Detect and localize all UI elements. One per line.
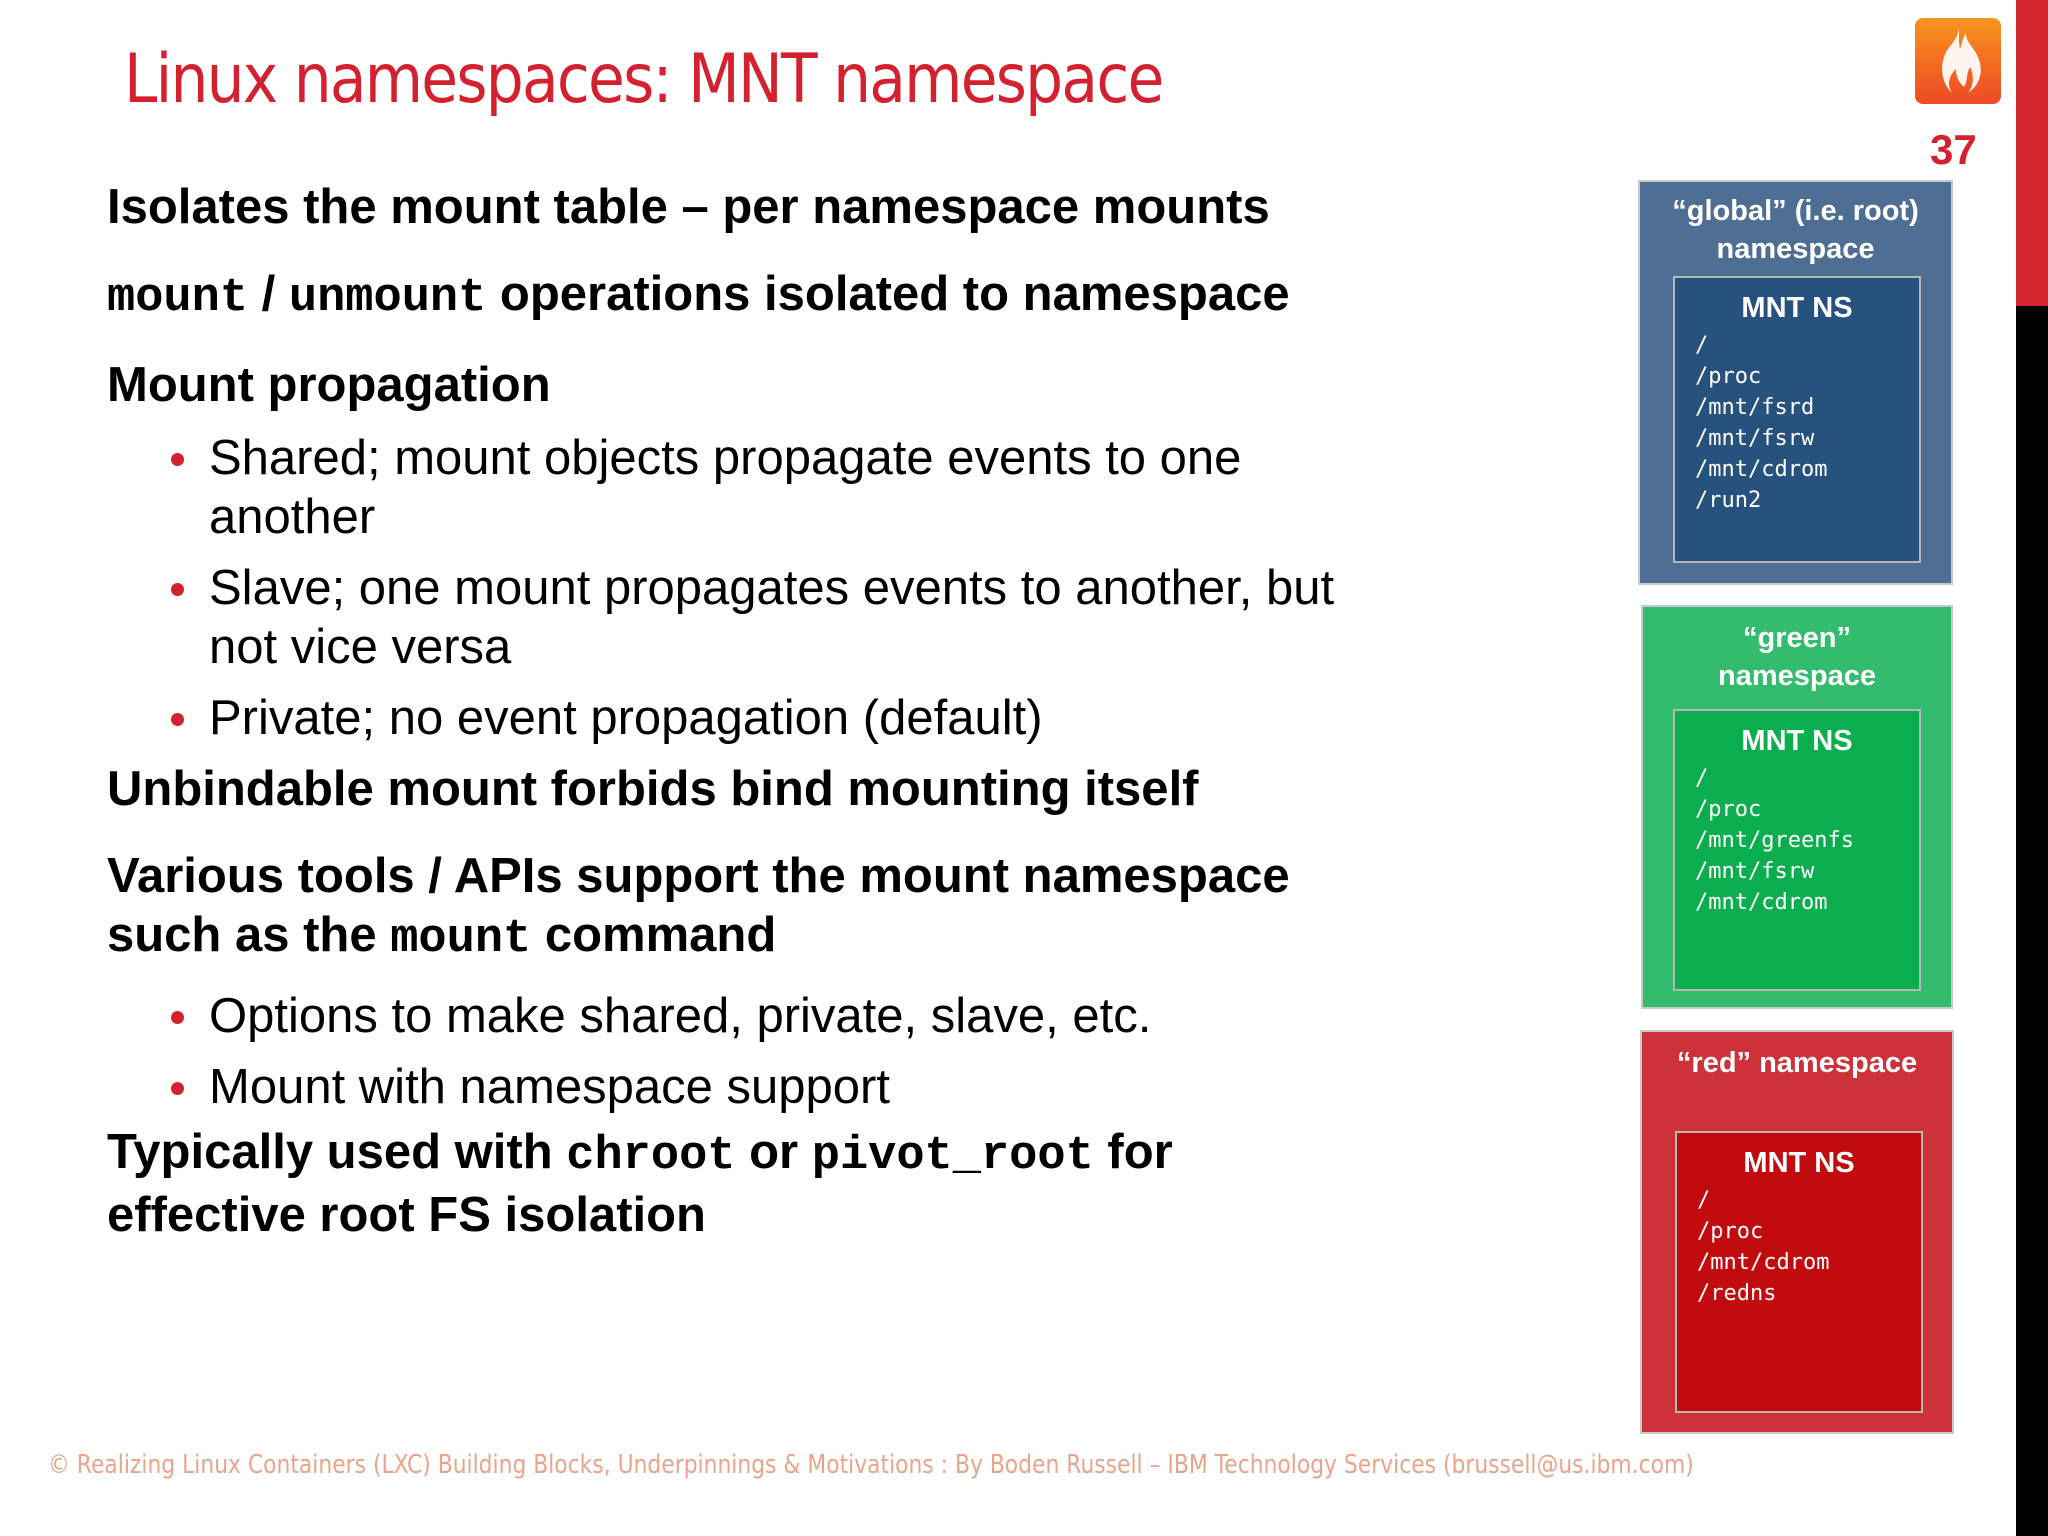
point-text: or <box>735 1125 812 1179</box>
bullet-dot-icon <box>171 713 184 726</box>
separator-text: / <box>248 267 289 321</box>
code-chroot: chroot <box>566 1130 736 1183</box>
namespace-label: “global” (i.e. root) namespace <box>1672 195 1919 265</box>
slide-body <box>107 178 1347 1273</box>
red-namespace-box <box>1640 1030 1954 1434</box>
mount-path: /mnt/cdrom <box>1695 890 1828 915</box>
mnt-ns-title: MNT NS <box>1743 1147 1855 1179</box>
mount-list <box>1697 1185 1921 1309</box>
mount-path: /mnt/fsrw <box>1695 859 1815 884</box>
flame-logo <box>1915 18 2001 104</box>
mnt-ns-box <box>1673 709 1921 991</box>
bullet-ns-support <box>209 1058 1347 1117</box>
bullet-dot-icon <box>171 583 184 596</box>
point-text: Various tools / APIs support the mount namespace such as the <box>107 849 1290 962</box>
mnt-ns-box <box>1673 276 1921 563</box>
mount-path: /redns <box>1697 1281 1777 1306</box>
mnt-ns-title: MNT NS <box>1741 725 1853 757</box>
bullet-shared <box>209 429 1347 547</box>
point-tools <box>107 847 1347 969</box>
bullet-dot-icon <box>171 1011 184 1024</box>
mount-path: /mnt/cdrom <box>1695 457 1828 482</box>
footer-copyright: © Realizing Linux Containers (LXC) Building Blocks, Underpinnings & Motivations : By Boden Russell – IBM Technology Services (brussell@us.ibm.com) <box>48 1450 1694 1480</box>
bullet-text: Options to make shared, private, slave, etc. <box>209 989 1152 1043</box>
bullet-slave <box>209 559 1347 677</box>
code-mount: mount <box>107 272 249 325</box>
mount-list <box>1695 330 1919 516</box>
point-text: for effective root FS isolation <box>107 1125 1173 1242</box>
bullet-text: Slave; one mount propagates events to another, but not vice versa <box>209 561 1335 674</box>
namespace-label: “red” namespace <box>1676 1047 1918 1079</box>
mount-list <box>1695 763 1919 918</box>
point-text: Typically used with <box>107 1125 567 1179</box>
right-accent-bar-red <box>2016 0 2048 306</box>
mount-path: /proc <box>1695 797 1762 822</box>
propagation-bullet-list <box>107 429 1347 748</box>
namespace-label: “green” namespace <box>1718 622 1876 692</box>
code-mount-command: mount <box>390 913 532 966</box>
bullet-text: Private; no event propagation (default) <box>209 691 1043 745</box>
point-mount-ops <box>107 265 1347 328</box>
mount-path: / <box>1695 766 1709 791</box>
bullet-dot-icon <box>171 1082 184 1095</box>
mount-path: /mnt/fsrd <box>1695 395 1815 420</box>
mnt-ns-box <box>1675 1131 1923 1413</box>
point-text: command <box>531 908 777 962</box>
bullet-text: Mount with namespace support <box>209 1060 890 1114</box>
mount-path: /proc <box>1697 1219 1764 1244</box>
tools-bullet-list <box>107 987 1347 1117</box>
bullet-options <box>209 987 1347 1046</box>
mount-path: /proc <box>1695 364 1762 389</box>
bullet-dot-icon <box>171 453 184 466</box>
bullet-private <box>209 689 1347 748</box>
slide-title: Linux namespaces: MNT namespace <box>124 40 1163 119</box>
mount-path: / <box>1695 333 1709 358</box>
mount-path: /mnt/fsrw <box>1695 426 1815 451</box>
mount-path: /mnt/cdrom <box>1697 1250 1830 1275</box>
mount-path: /mnt/greenfs <box>1695 828 1854 853</box>
mount-path: /run2 <box>1695 488 1762 513</box>
point-unbindable: Unbindable mount forbids bind mounting itself <box>107 762 1199 816</box>
code-pivot-root: pivot_root <box>811 1130 1094 1183</box>
green-namespace-box <box>1641 605 1953 1009</box>
point-text: operations isolated to namespace <box>486 267 1290 321</box>
point-mount-propagation: Mount propagation <box>107 358 551 412</box>
page-number: 37 <box>1930 126 1977 173</box>
bullet-text: Shared; mount objects propagate events to one another <box>209 431 1242 544</box>
mount-path: / <box>1697 1188 1711 1213</box>
point-chroot <box>107 1123 1347 1245</box>
global-namespace-box <box>1638 180 1953 585</box>
point-mount-table: Isolates the mount table – per namespace mounts <box>107 180 1270 234</box>
mnt-ns-title: MNT NS <box>1741 292 1853 324</box>
right-accent-bar-black <box>2016 306 2048 1536</box>
code-unmount: unmount <box>288 272 487 325</box>
flame-icon <box>1930 25 1986 97</box>
